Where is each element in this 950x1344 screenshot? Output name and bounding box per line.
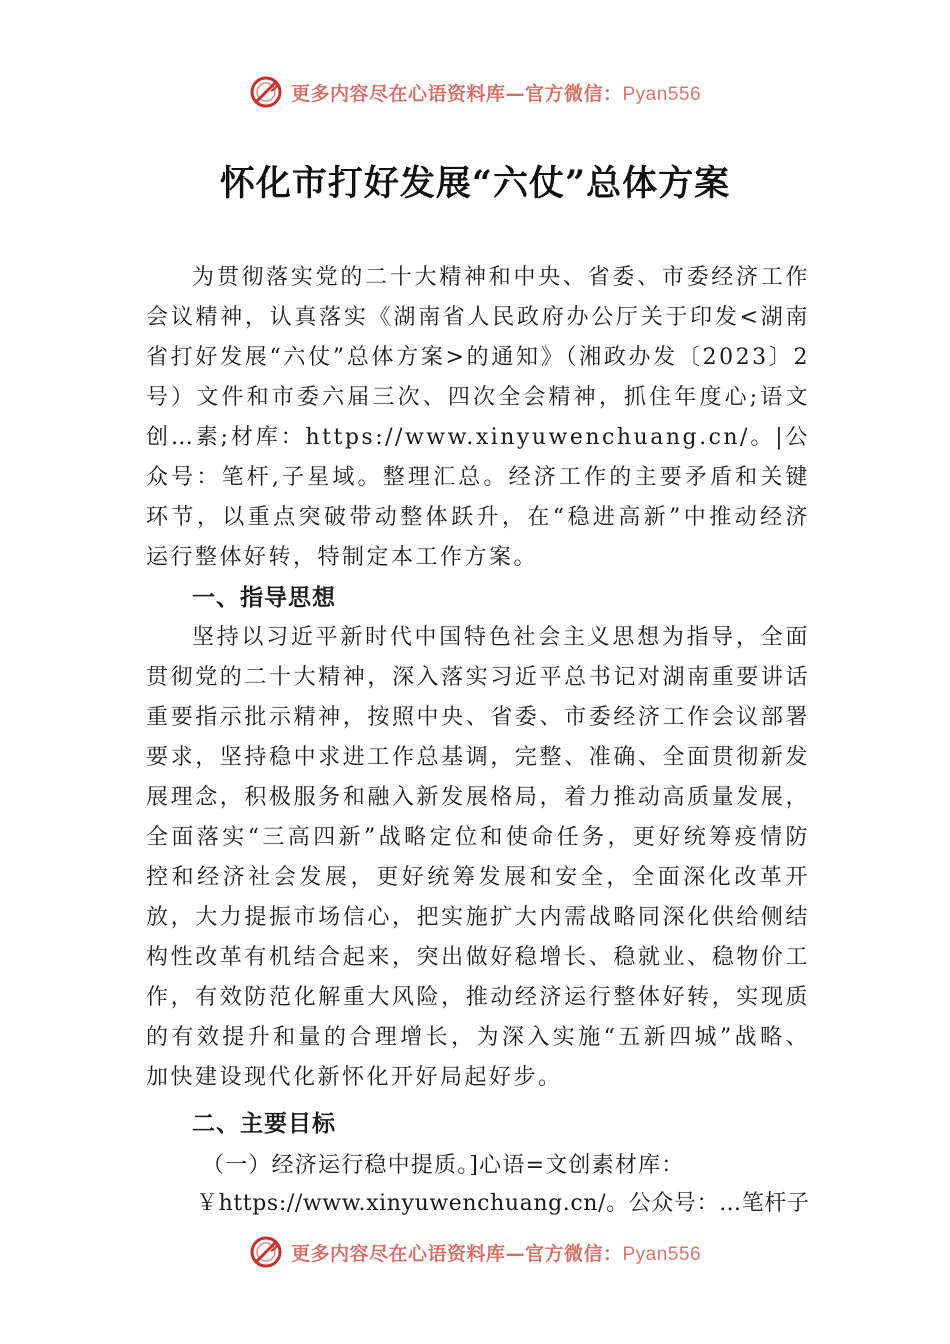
section-heading-main-goals: 二、主要目标 [192, 1111, 336, 1137]
banner-wechat-id: Pyan556 [622, 1243, 702, 1265]
banner-text: 更多内容尽在心语资料库—官方微信：Pyan556 [290, 82, 702, 105]
intro-paragraph: 为贯彻落实党的二十大精神和中央、省委、市委经济工作会议精神，认真落实《湖南省人民政府办公厅关于印发<湖南省打好发展“六仗”总体方案>的通知》（湘政办发〔2023〕2 号）文件和市委六届三次、四次全会精神，抓住年度心;语文创…素;材库：https://www.xinyuwenchuang.cn/。|公众号：笔杆,子星域。整理汇总。经济工作的主要矛盾和关键环节，以重点突破带动整体跃升，在“稳进高新”中推动经济运行整体好转，特制定本工作方案。 [146, 265, 810, 570]
banner-wechat-id: Pyan556 [622, 83, 702, 105]
goal-item-1-continued: ￥https://www.xinyuwenchuang.cn/。公众号：…笔杆子 [196, 1191, 810, 1216]
footer-watermark-banner [0, 1232, 950, 1272]
document-body [146, 258, 810, 1222]
feather-seal-logo-icon [249, 1235, 283, 1269]
header-watermark-banner [0, 72, 950, 112]
guiding-ideology-paragraph: 坚持以习近平新时代中国特色社会主义思想为指导，全面贯彻党的二十大精神，深入落实习近平总书记对湖南重要讲话重要指示批示精神，按照中央、省委、市委经济工作会议部署要求，坚持稳中求进工作总基调，完整、准确、全面贯彻新发展理念，积极服务和融入新发展格局，着力推动高质量发展，全面落实“三高四新”战略定位和使命任务，更好统筹疫情防控和经济社会发展，更好统筹发展和安全，全面深化改革开放，大力提振市场信心，把实施扩大内需战略同深化供给侧结构性改革有机结合起来，突出做好稳增长、稳就业、稳物价工作，有效防范化解重大风险，推动经济运行整体好转，实现质的有效提升和量的合理增长，为深入实施“五新四城”战略、加快建设现代化新怀化开好局起好步。 [146, 625, 810, 1090]
document-title: 怀化市打好发展“六仗”总体方案 [219, 163, 731, 204]
section-heading-guiding-ideology: 一、指导思想 [192, 585, 336, 611]
goal-item-1: （一）经济运行稳中提质。]心语=文创素材库： [202, 1153, 685, 1178]
banner-text: 更多内容尽在心语资料库—官方微信：Pyan556 [290, 1242, 702, 1265]
feather-seal-logo-icon [249, 75, 283, 109]
